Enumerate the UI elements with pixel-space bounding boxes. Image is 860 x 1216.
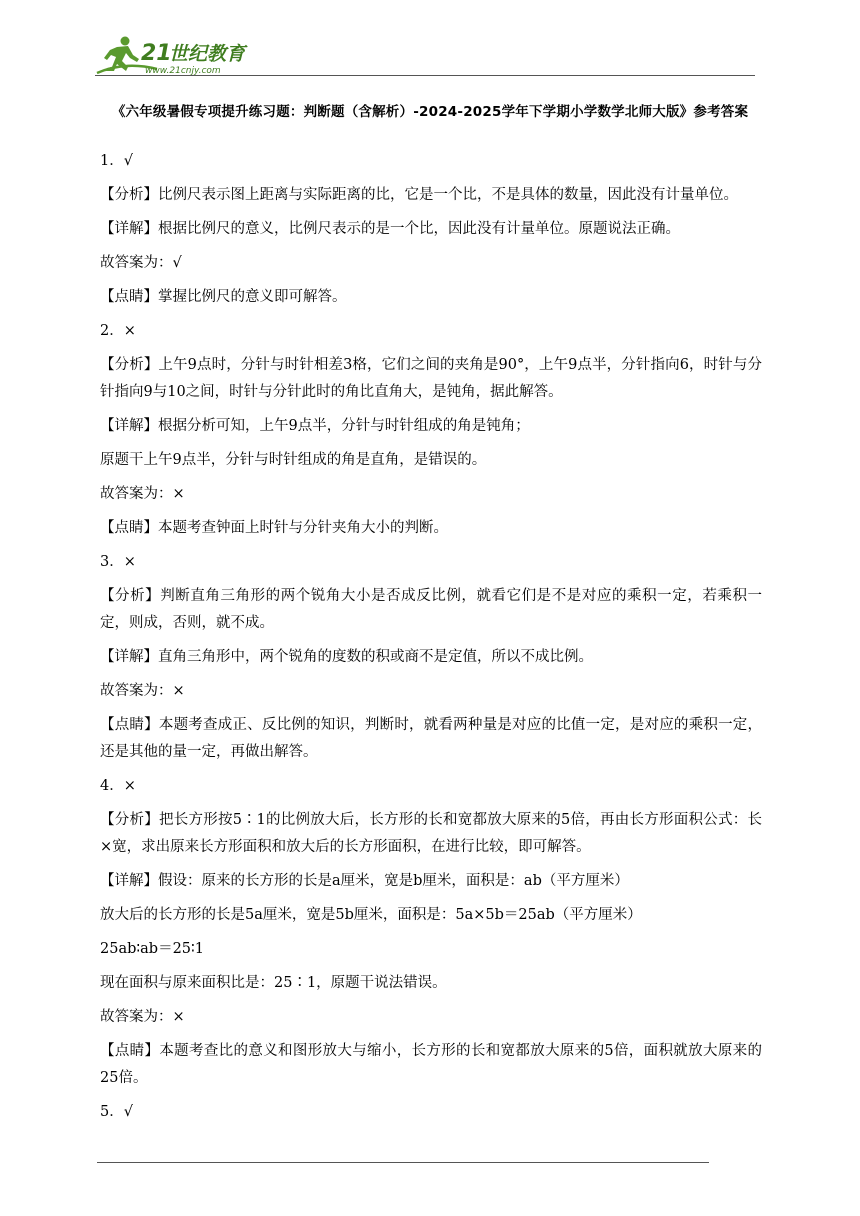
answer-content bbox=[100, 148, 762, 1133]
21cnjy-logo bbox=[95, 33, 265, 77]
text-line: 【分析】比例尺表示图上距离与实际距离的比，它是一个比，不是具体的数量，因此没有计量单位。 bbox=[100, 187, 738, 203]
text-line: 5．√ bbox=[100, 1104, 133, 1120]
text-line: 【点睛】本题考查成正、反比例的知识，判断时，就看两种量是对应的比值一定，是对应的乘积一定，还是其他的量一定，再做出解答。 bbox=[100, 717, 762, 760]
text-line: 25ab∶ab＝25∶1 bbox=[100, 941, 205, 957]
text-line: 原题干上午9点半，分针与时针组成的角是直角，是错误的。 bbox=[100, 452, 487, 468]
header-divider bbox=[95, 75, 755, 76]
text-line: 【详解】根据比例尺的意义，比例尺表示的是一个比，因此没有计量单位。原题说法正确。 bbox=[100, 221, 680, 237]
text-line: 3．× bbox=[100, 554, 136, 570]
text-line: 【详解】假设：原来的长方形的长是a厘米，宽是b厘米，面积是：ab（平方厘米） bbox=[100, 873, 629, 889]
text-line: 【分析】上午9点时，分针与时针相差3格，它们之间的夹角是90°，上午9点半，分针指向6，时针与分针指向9与10之间，时针与分针此时的角比直角大，是钝角，据此解答。 bbox=[100, 357, 762, 400]
text-line: 故答案为：× bbox=[100, 683, 185, 699]
text-line: 故答案为：× bbox=[100, 1009, 185, 1025]
text-line: 1．√ bbox=[100, 153, 133, 169]
page-header bbox=[95, 33, 760, 81]
text-line: 现在面积与原来面积比是：25∶1，原题干说法错误。 bbox=[100, 975, 447, 991]
document-title: 《六年级暑假专项提升练习题：判断题（含解析）-2024-2025学年下学期小学数学北师大版》参考答案 bbox=[111, 104, 749, 120]
text-line: 【点睛】本题考查比的意义和图形放大与缩小，长方形的长和宽都放大原来的5倍，面积就放大原来的25倍。 bbox=[100, 1043, 762, 1086]
text-line: 【分析】判断直角三角形的两个锐角大小是否成反比例，就看它们是不是对应的乘积一定，若乘积一定，则成，否则，就不成。 bbox=[100, 588, 762, 631]
text-line: 【分析】把长方形按5∶1的比例放大后，长方形的长和宽都放大原来的5倍，再由长方形面积公式：长×宽，求出原来长方形面积和放大后的长方形面积，在进行比较，即可解答。 bbox=[100, 812, 762, 855]
text-line: 【点睛】本题考查钟面上时针与分针夹角大小的判断。 bbox=[100, 520, 448, 536]
logo-brand-text: 世纪教育 bbox=[169, 43, 246, 65]
text-line: 故答案为：× bbox=[100, 486, 185, 502]
text-line: 【详解】直角三角形中，两个锐角的度数的积或商不是定值，所以不成比例。 bbox=[100, 649, 593, 665]
logo-url-text: www.21cnjy.com bbox=[145, 66, 221, 76]
text-line: 4．× bbox=[100, 778, 136, 794]
text-line: 放大后的长方形的长是5a厘米，宽是5b厘米，面积是：5a×5b＝25ab（平方厘米） bbox=[100, 907, 642, 923]
text-line: 【点睛】掌握比例尺的意义即可解答。 bbox=[100, 289, 347, 305]
svg-text:21: 21 bbox=[141, 41, 172, 66]
text-line: 故答案为：√ bbox=[100, 255, 182, 271]
text-line: 【详解】根据分析可知，上午9点半，分针与时针组成的角是钝角； bbox=[100, 418, 530, 434]
footer-divider bbox=[97, 1162, 709, 1163]
text-line: 2．× bbox=[100, 323, 136, 339]
